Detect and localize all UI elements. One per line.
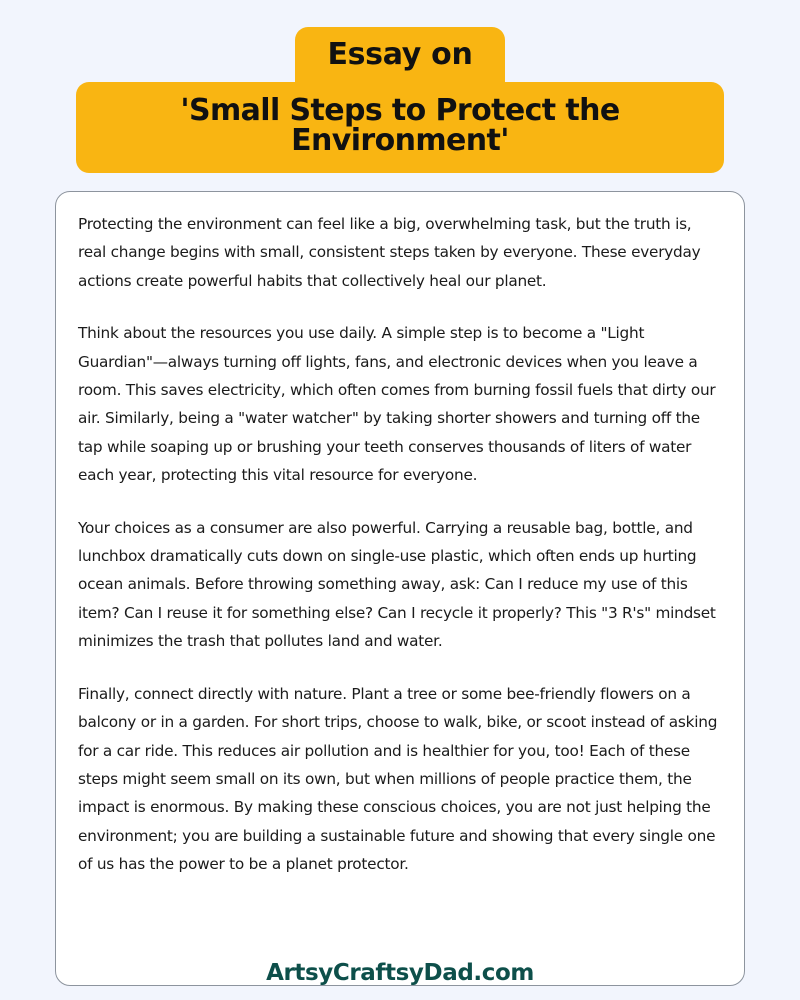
essay-paragraph: Think about the resources you use daily. A simple step is to become a "Light Guardian"—always turning off lights, fans, and electronic devices when you leave a room. This saves electricity, which often comes from burning fossil fuels that dirty our air. Similarly, being a "water watcher" by taking shorter showers and turning off the tap while soaping up or brushing your teeth conserves thousands of liters of water each year, protecting this vital resource for everyone. — [78, 324, 716, 485]
essay-paragraph: Protecting the environment can feel like a big, overwhelming task, but the truth is, real change begins with small, consistent steps taken by everyone. These everyday actions create powerful habits that collectively heal our planet. — [78, 215, 701, 290]
essay-body — [78, 210, 720, 879]
essay-paragraph: Finally, connect directly with nature. Plant a tree or some bee-friendly flowers on a balcony or in a garden. For short trips, choose to walk, bike, or scoot instead of asking for a car ride. This reduces air pollution and is healthier for you, too! Each of these steps might seem small on its own, but when millions of people practice them, the impact is enormous. By making these conscious choices, you are not just helping the environment; you are building a sustainable future and showing that every single one of us has the power to be a planet protector. — [78, 684, 718, 874]
title-banner — [0, 27, 800, 173]
footer — [0, 960, 800, 986]
title-bar-label: 'Small Steps to Protect the Environment' — [76, 82, 724, 173]
essay-card — [55, 191, 745, 986]
brand-name: ArtsyCraftsyDad.com — [266, 960, 534, 986]
title-tab-label: Essay on — [295, 27, 504, 86]
essay-paragraph: Your choices as a consumer are also powerful. Carrying a reusable bag, bottle, and lunchbox dramatically cuts down on single-use plastic, which often ends up hurting ocean animals. Before throwing something away, ask: Can I reduce my use of this item? Can I reuse it for something else? Can I recycle it properly? This "3 R's" mindset minimizes the trash that pollutes land and water. — [78, 518, 716, 651]
